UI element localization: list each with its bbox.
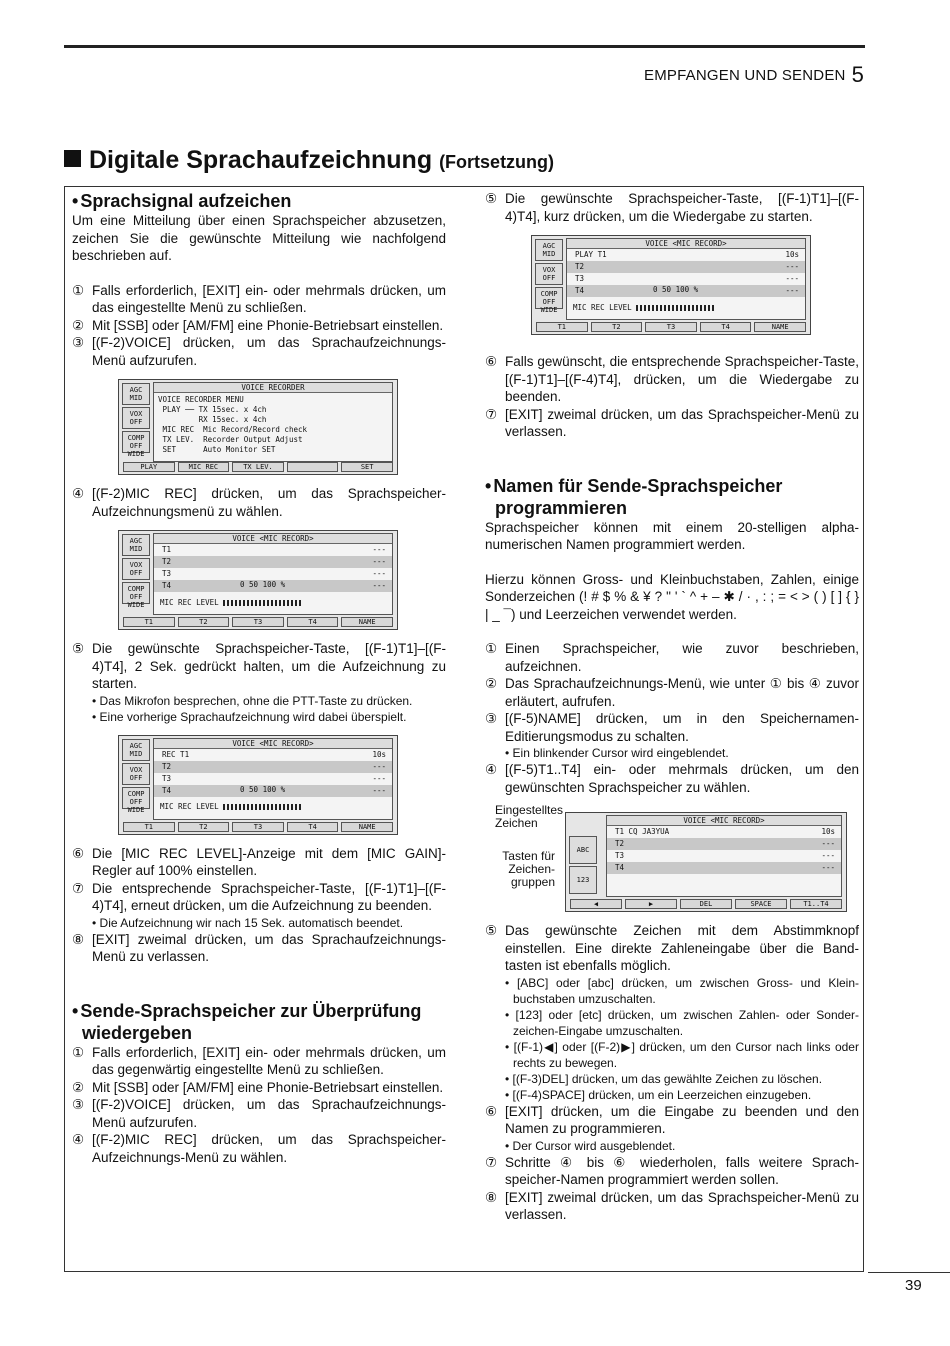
step-note: • [(F-3)DEL] drücken, um das gewählte Zeichen zu löschen.: [505, 1071, 823, 1086]
step-item: ③ [(F-2)VOICE] drücken, um das Sprachaufzeichnungs-Menü aufzurufen.: [72, 335, 446, 368]
step-item: ④ [(F-5)T1..T4] ein- oder mehrmals drücken, um den gewünschten Sprachspeicher zu wählen.: [485, 762, 859, 795]
step-note: • Der Cursor wird ausgeblendet.: [505, 1138, 676, 1153]
side-keys: AGC MID VOX OFF COMP OFF WIDE: [122, 739, 150, 811]
lcd-name-edit: ABC 123 VOICE <MIC RECORD> T1 CQ JA3YUA 10s T2 --- T3 --- T4 --- ◀ ▶ DEL SPACE T1..T4: [565, 812, 847, 912]
track-row: T4 ---: [154, 785, 392, 797]
step-item: ⑤ Die gewünschte Sprachspeicher-Taste, [(F-1)T1]–[(F-4)T4], kurz drücken, um die Wiedergabe zu starten.: [485, 191, 859, 224]
page-number: 39: [905, 1277, 922, 1294]
side-keys: AGC MID VOX OFF COMP OFF WIDE: [122, 383, 150, 455]
track-row: T3 ---: [162, 773, 386, 783]
intro-text: Um eine Mitteilung über einen Sprachspeicher abzusetzen, zeichen Sie die gewünschte Mitteilung wie nachfolgend beschrieben auf.: [72, 213, 446, 263]
label-group-keys: Tasten für Zeichen-gruppen: [502, 849, 555, 889]
track-row: T3 ---: [615, 851, 835, 860]
step-item: ② Mit [SSB] oder [AM/FM] eine Phonie-Betriebsart einstellen.: [72, 317, 444, 333]
track-row: T3 ---: [575, 274, 799, 283]
step-item: ⑧ [EXIT] zweimal drücken, um das Sprachspeicher-Menü zu verlassen.: [485, 1189, 859, 1222]
name-edit-figure: [485, 804, 859, 922]
right-column: [485, 190, 859, 1224]
step-item: ⑤ Das gewünschte Zeichen mit dem Abstimmknopf einstellen. Eine direkte Zahleneingabe über die Band-tasten ist ebenfalls möglich.: [485, 923, 859, 973]
step-item: ① Falls erforderlich, [EXIT] ein- oder mehrmals drücken, um das gegenwärtig eingestellte Menü zu schließen.: [72, 1044, 446, 1077]
section-heading: • Sprachsignal aufzeichen: [72, 191, 292, 211]
paragraph: Hierzu können Gross- und Kleinbuchstaben, Zahlen, einige Sonderzeichen (! # $ % & ¥ ? " ' ` ^ + – ✱ / · , : ; = < > ( ) [ ] { } | _ ¯) und Leerzeichen verwendet werden.: [485, 571, 859, 622]
step-note: • Die Aufzeichnung wir nach 15 Sek. automatisch beendet.: [92, 915, 404, 930]
track-row: T1 ---: [162, 545, 386, 554]
step-item: ⑤ Die gewünschte Sprachspeicher-Taste, [(F-1)T1]–[(F-4)T4], 2 Sek. gedrückt halten, um die Aufzeichnung zu starten.: [72, 641, 446, 691]
lcd-mic-record-rec: AGC MID VOX OFF COMP OFF WIDE VOICE <MIC RECORD> REC T1 10s T2 --- T3 --- T4 --- 0 50 100 % MIC REC LEVEL T1 T2 T3 T4 NAME: [118, 735, 398, 835]
chapter-header: [644, 62, 864, 88]
step-note: • [123] oder [etc] drücken, um zwischen Zahlen- oder Sonder-zeichen-Eingabe umzuschalten.: [505, 1007, 859, 1038]
square-icon: [64, 150, 81, 167]
level-bar: [223, 600, 303, 606]
step-item: ⑥ Falls gewünscht, die entsprechende Sprachspeicher-Taste, [(F-1)T1]–[(F-4)T4], drücken, um die Wiedergabe zu beenden.: [485, 354, 859, 404]
section-heading: • Namen für Sende-Sprachspeicher programmieren: [485, 475, 783, 518]
left-column: [72, 190, 446, 1166]
label-set-char: Eingestelltes Zeichen: [495, 803, 564, 830]
step-item: ② Das Sprachaufzeichnungs-Menü, wie unter ① bis ④ zuvor erläutert, aufrufen.: [485, 676, 859, 709]
track-row: T1 CQ JA3YUA 10s: [615, 827, 835, 836]
track-row: PLAY T1 10s: [575, 250, 799, 259]
title-text: Digitale Sprachaufzeichnung: [89, 146, 433, 174]
track-row: T3 ---: [162, 569, 386, 578]
step-item: ⑥ Die [MIC REC LEVEL]-Anzeige mit dem [MIC GAIN]-Regler auf 100% einstellen.: [72, 845, 446, 878]
step-item: ④ [(F-2)MIC REC] drücken, um das Sprachspeicher-Aufzeichnungsmenü zu wählen.: [72, 486, 446, 519]
step-item: ① Einen Sprachspeicher, wie zuvor beschrieben, aufzeichnen.: [485, 641, 859, 674]
track-row: T4 ---: [567, 285, 805, 297]
header-rule: [64, 45, 865, 48]
step-item: ② Mit [SSB] oder [AM/FM] eine Phonie-Betriebsart einstellen.: [72, 1079, 444, 1095]
side-keys: AGC MID VOX OFF COMP OFF WIDE: [535, 239, 563, 311]
title-sub: (Fortsetzung): [439, 152, 555, 172]
chapter-number: 5: [851, 62, 864, 87]
page-rule: [868, 1272, 950, 1273]
section-heading: • Sende-Sprachspeicher zur Überprüfung wiedergeben: [72, 1000, 422, 1043]
step-item: ③ [(F-5)NAME] drücken, um in den Speichernamen-Editierungsmodus zu schalten.: [485, 711, 859, 744]
step-item: ④ [(F-2)MIC REC] drücken, um das Sprachspeicher-Aufzeichnungs-Menü zu wählen.: [72, 1132, 446, 1165]
step-item: ③ [(F-2)VOICE] drücken, um das Sprachaufzeichnungs-Menü aufzurufen.: [72, 1097, 446, 1130]
track-row: T2 ---: [154, 761, 392, 773]
step-item: ⑦ Schritte ④ bis ⑥ wiederholen, falls weitere Sprach-speicher-Namen programmiert werden sollen.: [485, 1154, 859, 1187]
step-item: ⑥ [EXIT] drücken, um die Eingabe zu beenden und den Namen zu programmieren.: [485, 1103, 859, 1136]
page-title: [64, 146, 554, 175]
step-note: • [(F-1)◀] oder [(F-2)▶] drücken, um den Cursor nach links oder rechts zu bewegen.: [505, 1039, 859, 1070]
track-row: T2 ---: [154, 556, 392, 568]
step-item: ⑦ [EXIT] zweimal drücken, um das Sprachspeicher-Menü zu verlassen.: [485, 406, 859, 439]
level-bar: [636, 305, 716, 311]
step-note: • Ein blinkender Cursor wird eingeblendet.: [505, 746, 729, 760]
track-row: T2 ---: [567, 261, 805, 273]
track-row: T4 ---: [154, 580, 392, 592]
step-note: • [ABC] oder [abc] drücken, um zwischen Gross- und Klein-buchstaben umzuschalten.: [505, 975, 859, 1006]
chapter-title: EMPFANGEN UND SENDEN: [644, 67, 846, 84]
track-row: T4 ---: [607, 862, 841, 874]
track-row: T2 ---: [607, 838, 841, 850]
step-item: ① Falls erforderlich, [EXIT] ein- oder mehrmals drücken, um das eingestellte Menü zu schließen.: [72, 282, 446, 315]
lcd-play: AGC MID VOX OFF COMP OFF WIDE VOICE <MIC RECORD> PLAY T1 10s T2 --- T3 --- T4 --- 0 50 100 % MIC REC LEVEL T1 T2 T3 T4 NAME: [531, 235, 811, 335]
step-note: • [(F-4)SPACE] drücken, um ein Leerzeichen einzugeben.: [505, 1087, 812, 1102]
lcd-mic-record: AGC MID VOX OFF COMP OFF WIDE VOICE <MIC RECORD> T1 --- T2 --- T3 --- T4 --- 0 50 100 % MIC REC LEVEL T1 T2 T3 T4 NAME: [118, 530, 398, 630]
step-note: • Das Mikrofon besprechen, ohne die PTT-Taste zu drücken.: [92, 693, 413, 708]
level-bar: [223, 804, 303, 810]
step-item: ⑦ Die entsprechende Sprachspeicher-Taste, [(F-1)T1]–[(F-4)T4], erneut drücken, um die Aufzeichnung zu beenden.: [72, 880, 446, 913]
lcd-recorder-menu: AGC MID VOX OFF COMP OFF WIDE VOICE RECORDER VOICE RECORDER MENU PLAY ── TX 15sec. x 4ch RX 15sec. x 4ch MIC REC Mic Record/Record check TX LEV. Recorder Output Adjust SET Auto Monitor SET PLAY MIC REC TX LEV. SET: [118, 379, 398, 475]
step-note: • Eine vorherige Sprachaufzeichnung wird dabei überspielt.: [92, 709, 407, 724]
paragraph: Sprachspeicher können mit einem 20-stelligen alpha-numerischen Namen programmiert werden.: [485, 519, 859, 552]
track-row: REC T1 10s: [162, 749, 386, 759]
step-item: ⑧ [EXIT] zweimal drücken, um das Sprachaufzeichnungs-Menü zu verlassen.: [72, 931, 446, 964]
side-keys: AGC MID VOX OFF COMP OFF WIDE: [122, 534, 150, 606]
